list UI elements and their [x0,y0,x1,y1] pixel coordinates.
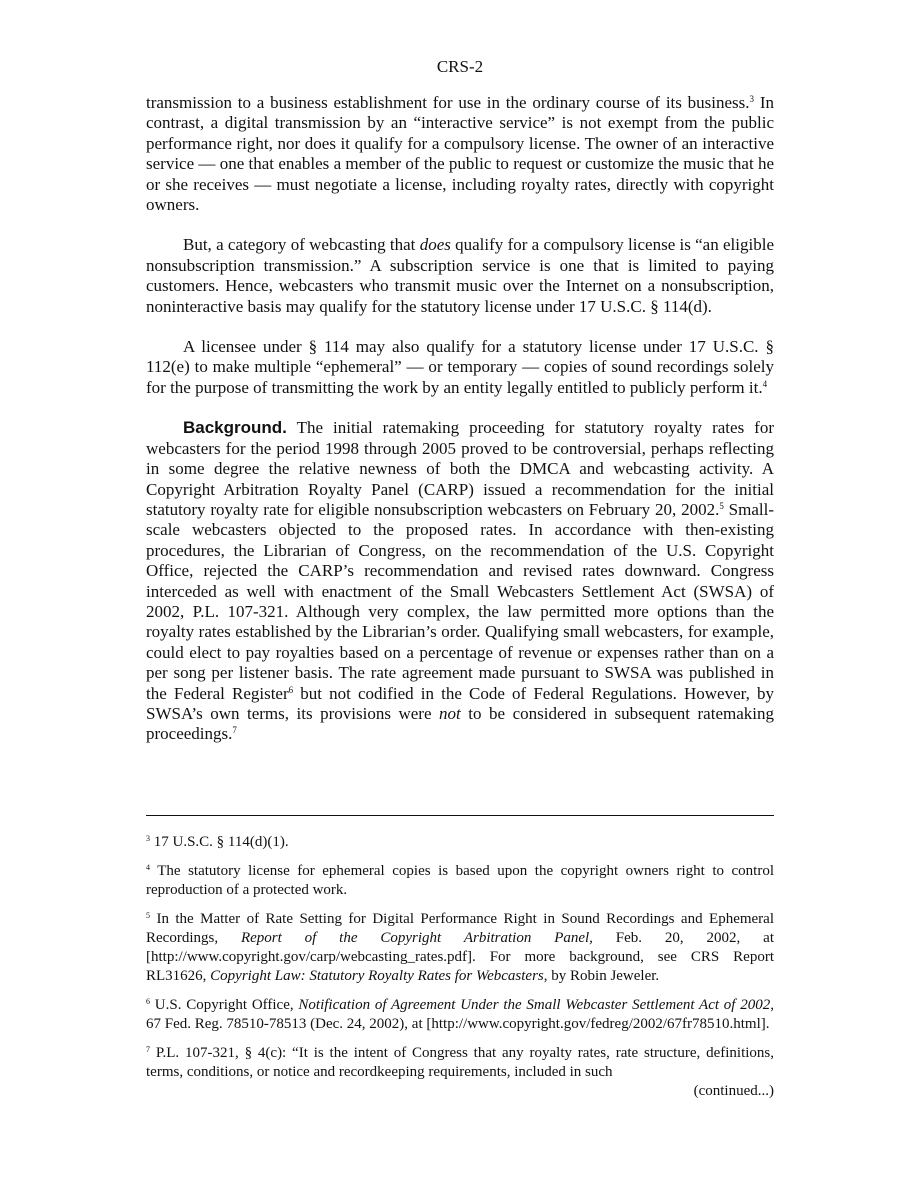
paragraph-1-text-cont: In contrast, a digital transmission by an “interactive service” is not exempt from the public performance right, nor does it qualify for a compulsory license. The owner of an interactive service — one that enables a member of the public to request or customize the music that he or she receives — must negotiate a license, including royalty rates, directly with copyright owners. [146,93,774,215]
footnote-4 [146,862,774,900]
footnote-ref-7: 7 [232,725,237,736]
footnote-3-number: 3 [146,834,150,843]
footnote-3 [146,833,774,852]
paragraph-2-text-cont: qualify for a compulsory license is “an eligible nonsubscription transmission.” A subscription service is one that is limited to paying customers. Hence, webcasters who transmit music over the Internet on a nonsubscription, noninteractive basis may qualify for the statutory license under 17 U.S.C. § 114(d). [146,235,774,316]
footnote-ref-5: 5 [719,500,724,511]
footnote-6 [146,996,774,1034]
footnote-5-text: In the Matter of Rate Setting for Digital Performance Right in Sound Recordings and Ephemeral Recordings, [146,911,774,946]
footnote-7-text: P.L. 107-321, § 4(c): “It is the intent of Congress that any royalty rates, rate structure, definitions, terms, conditions, or notice and recordkeeping requirements, included in such [146,1045,774,1080]
footnote-ref-4: 4 [762,378,768,389]
footnote-7-number: 7 [146,1045,150,1054]
footnote-6-text: U.S. Copyright Office, [150,997,299,1013]
main-body [146,93,774,765]
footnote-divider [146,815,774,816]
footnote-6-text-cont: 67 Fed. Reg. 78510-78513 (Dec. 24, 2002), at [http://www.copyright.gov/fedreg/2002/67fr78510.html]. [146,1016,770,1032]
footnote-ref-3: 3 [749,94,755,104]
paragraph-1 [146,93,774,215]
footnote-4-text: The statutory license for ephemeral copies is based upon the copyright owners right to control reproduction of a protected work. [146,863,774,898]
background-emphasis: not [439,703,461,723]
background-text-cont-2: but not codified in the Code of Federal Regulations. However, by SWSA’s own terms, its provisions were [146,683,775,723]
paragraph-1-text: transmission to a business establishment for use in the ordinary course of its business. [146,93,750,112]
background-text-cont-3: to be considered in subsequent ratemaking proceedings. [146,703,774,744]
footnote-4-number: 4 [146,863,150,872]
continued-marker: (continued...) [693,1083,774,1099]
footnote-5-number: 5 [146,911,150,920]
paragraph-2-text: But, a category of webcasting that [183,235,420,255]
footnote-6-title: Notification of Agreement Under the Small Webcaster Settlement Act of 2002, [298,997,774,1013]
footnote-5-text-end: , by Robin Jeweler. [543,968,660,984]
footnote-5 [146,910,774,986]
background-text-cont: Small-scale webcasters objected to the proposed rates. In accordance with then-existing procedures, the Librarian of Congress, on the recommendation of the U.S. Copyright Office, rejected the CARP’s recommendation and revised rates downward. Congress interceded as well with enactment of the Small Webcasters Settlement Act (SWSA) of 2002, P.L. 107-321. Although very complex, the law permitted more options than the royalty rates established by the Librarian’s order. Qualifying small webcasters, for example, could elect to pay royalties based on a percentage of revenue or expenses rather than on a per song per listener basis. The rate agreement made pursuant to SWSA was published in the Federal Register [146,499,774,703]
section-heading-background: Background. [183,418,287,438]
footnote-5-title: Report of the Copyright Arbitration Panel, [240,930,593,946]
footnote-6-number: 6 [146,997,150,1006]
paragraph-2-emphasis: does [419,235,451,255]
footnote-5-text-cont: Feb. 20, 2002, at [http://www.copyright.gov/carp/webcasting_rates.pdf]. For more background, see CRS Report RL31626, [146,930,774,984]
footnote-ref-6: 6 [288,684,294,695]
paragraph-3-text: A licensee under § 114 may also qualify for a statutory license under 17 U.S.C. § 112(e) to make multiple “ephemeral” — or temporary — copies of sound recordings solely for the purpose of transmitting the work by an entity legally entitled to publicly perform it. [146,337,774,397]
paragraph-background [146,418,774,745]
footnote-3-text: 17 U.S.C. § 114(d)(1). [150,834,289,850]
paragraph-2 [146,235,774,317]
page-header: CRS-2 [436,57,484,76]
background-text: The initial ratemaking proceeding for statutory royalty rates for webcasters for the period 1998 through 2005 proved to be controversial, perhaps reflecting in some degree the relative newness of both the DMCA and webcasting activity. A Copyright Arbitration Royalty Panel (CARP) issued a recommendation for the initial statutory royalty rate for eligible nonsubscription webcasters on February 20, 2002. [146,418,774,519]
footnotes [146,833,774,1101]
footnote-7 [146,1044,774,1082]
paragraph-3 [146,337,774,398]
footnote-5-report-title: Copyright Law: Statutory Royalty Rates for Webcasters [210,968,544,984]
